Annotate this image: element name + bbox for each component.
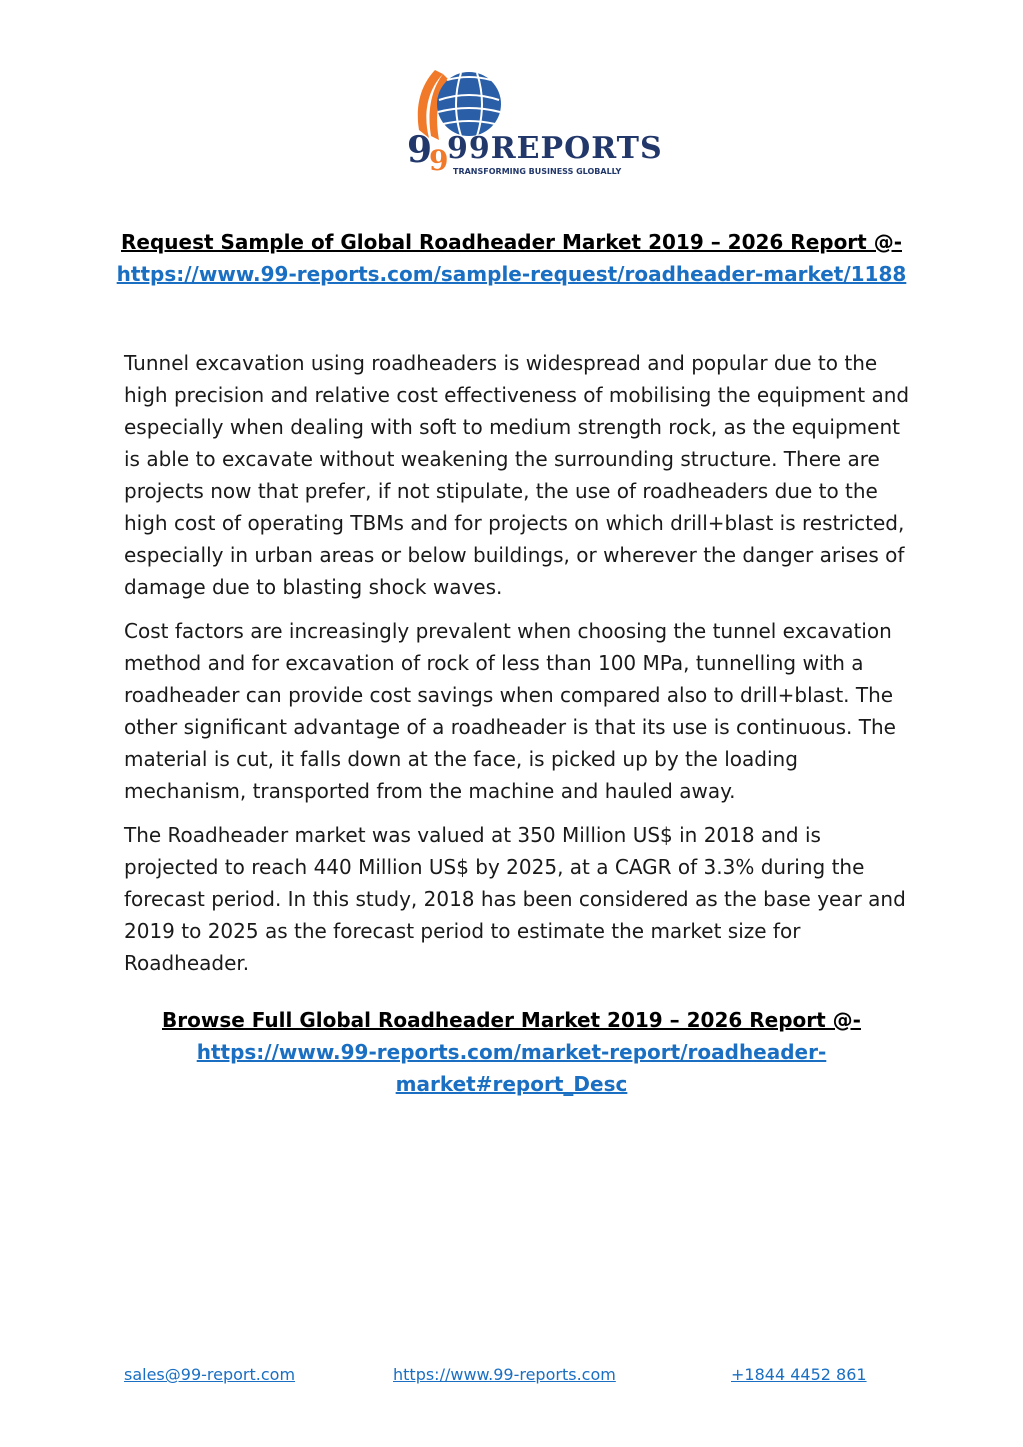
- page-footer: [124, 1363, 884, 1387]
- footer-phone-link[interactable]: +1844 4452 861: [731, 1365, 867, 1384]
- sample-request-section: [110, 226, 913, 290]
- browse-link-line-2[interactable]: market#report_Desc: [395, 1072, 628, 1096]
- svg-text:9: 9: [429, 144, 449, 177]
- browse-link-line-1[interactable]: https://www.99-reports.com/market-report/roadheader-: [196, 1040, 827, 1064]
- paragraph-cost-factors: Cost factors are increasingly prevalent when choosing the tunnel excavation method and for excavation of rock of less than 100 MPa, tunnelling with a roadheader can provide cost savings when compared also to drill+blast. The other significant advantage of a roadheader is that its use is continuous. The material is cut, it falls down at the face, is picked up by the loading mechanism, transported from the machine and hauled away.: [124, 619, 896, 803]
- footer-email-link[interactable]: sales@99-report.com: [124, 1365, 296, 1384]
- paragraph-intro: Tunnel excavation using roadheaders is widespread and popular due to the high precision and relative cost effectiveness of mobilising the equipment and especially when dealing with soft to medium strength rock, as the equipment is able to excavate without weakening the surrounding structure. There are projects now that prefer, if not stipulate, the use of roadheaders due to the high cost of operating TBMs and for projects on which drill+blast is restricted, especially in urban areas or below buildings, or wherever the danger arises of damage due to blasting shock waves.: [124, 351, 910, 599]
- article-body: [124, 347, 914, 991]
- footer-website-link[interactable]: https://www.99-reports.com: [393, 1365, 616, 1384]
- logo-tagline: TRANSFORMING BUSINESS GLOBALLY: [453, 167, 622, 176]
- paragraph-market-value: The Roadheader market was valued at 350 Million US$ in 2018 and is projected to reach 440 Million US$ by 2025, at a CAGR of 3.3% during the forecast period. In this study, 2018 has been considered as the base year and 2019 to 2025 as the forecast period to estimate the market size for Roadheader.: [124, 823, 906, 975]
- browse-report-link[interactable]: [110, 1036, 913, 1100]
- logo-brand-text: 99REPORTS: [447, 131, 663, 166]
- sample-request-link[interactable]: https://www.99-reports.com/sample-request/roadheader-market/1188: [116, 262, 907, 286]
- browse-report-section: [110, 1004, 913, 1100]
- svg-text:9: 9: [407, 129, 433, 171]
- browse-report-title: Browse Full Global Roadheader Market 2019 – 2026 Report @-: [162, 1008, 861, 1032]
- company-logo: [405, 60, 663, 185]
- sample-request-title: Request Sample of Global Roadheader Market 2019 – 2026 Report @-: [121, 230, 902, 254]
